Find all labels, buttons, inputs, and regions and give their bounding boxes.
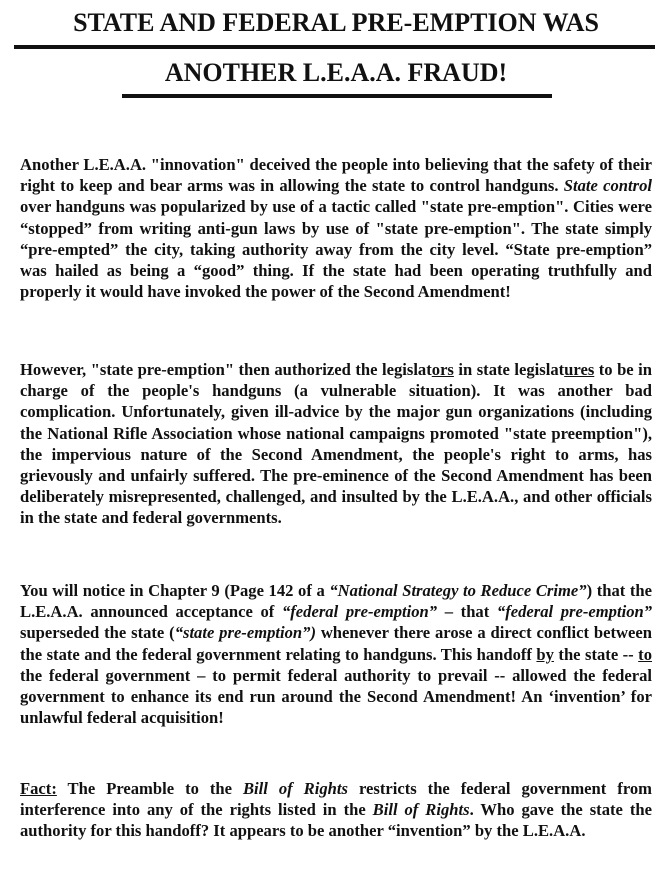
paragraph-4-emphasis: Bill of Rights [372,800,470,820]
paragraph-1-emphasis: State control [563,176,652,196]
paragraph-3-text: whenever there arose a direct conflict between the state and the federal government relating to handguns. This handoff [20,623,652,664]
paragraph-4-text: restricts the federal government from interference into any of the rights listed in the [20,779,652,820]
paragraph-2-underline: ures [564,360,595,379]
paragraph-3-emphasis: “National Strategy to Reduce Crime” [329,581,587,600]
fact-label: Fact: [20,779,57,798]
paragraph-3 [20,580,652,728]
paragraph-1-text: Another L.E.A.A. "innovation" deceived the people into believing that the safety of their right to keep and bear arms was in allowing the state to control handguns. [20,155,652,196]
paragraph-3-emphasis: “federal pre-emption” [281,602,438,622]
paragraph-2-text: However, "state pre-emption" then authorized the legislat [20,360,432,379]
paragraph-4-emphasis: Bill of Rights [242,779,348,798]
paragraph-3-text: the state -- [553,644,639,664]
paragraph-4-text: The Preamble to the [56,779,243,798]
page-title-line-1: STATE AND FEDERAL PRE-EMPTION WAS [73,8,599,37]
paragraph-2-text: to be in charge of the people's handguns (a vulnerable situation). It was another bad complication. Unfortunately, given ill-advice by the major gun organizations (including the National Rifle Association whose national campaigns promoted "state preemption"), the impervious nature of the Second Amendment, the people's right to arms, has grievously and unfairly suffered. The pre-eminence of the Second Amendment has been deliberately misrepresented, challenged, and insulted by the L.E.A.A., and other officials in the state and federal governments. [20,360,653,528]
paragraph-3-emphasis: “federal pre-emption” [496,602,653,622]
paragraph-4 [20,778,652,842]
paragraph-3-text: You will notice in Chapter 9 (Page 142 of a [20,581,330,600]
paragraph-3-underline: to [638,644,652,664]
paragraph-3-text: superseded the state ( [20,623,175,643]
page-title-line-2: ANOTHER L.E.A.A. FRAUD! [164,58,508,87]
paragraph-1-text: over handguns was popularized by use of a tactic called "state pre-emption". Cities were “stopped” from writing anti-gun laws by use of "state pre-emption". The state simply “pre-empted” the city, taking authority away from the city level. “State pre-emption” was hailed as being a “good” thing. If the state had been operating truthfully and properly it would have invoked the power of the Second Amendment! [20,197,652,302]
paragraph-4-text: . Who gave the state the authority for this handoff? It appears to be another “invention” by the L.E.A.A. [20,800,652,841]
paragraph-3-text: – that [437,602,497,622]
title-underline-1 [14,45,655,49]
paragraph-3-underline: by [536,644,554,664]
paragraph-1 [20,154,652,302]
paragraph-2 [20,359,652,529]
paragraph-3-emphasis: “state pre-emption”) [174,623,316,643]
paragraph-2-underline: ors [431,360,454,379]
paragraph-2-text: in state legislat [453,360,565,379]
title-underline-2 [122,94,552,98]
paragraph-3-text: ) that the L.E.A.A. announced acceptance of [20,581,652,622]
paragraph-3-text: the federal government – to permit federal authority to prevail -- allowed the federal government to enhance its end run around the Second Amendment! An ‘invention’ for unlawful federal acquisition! [20,665,652,728]
